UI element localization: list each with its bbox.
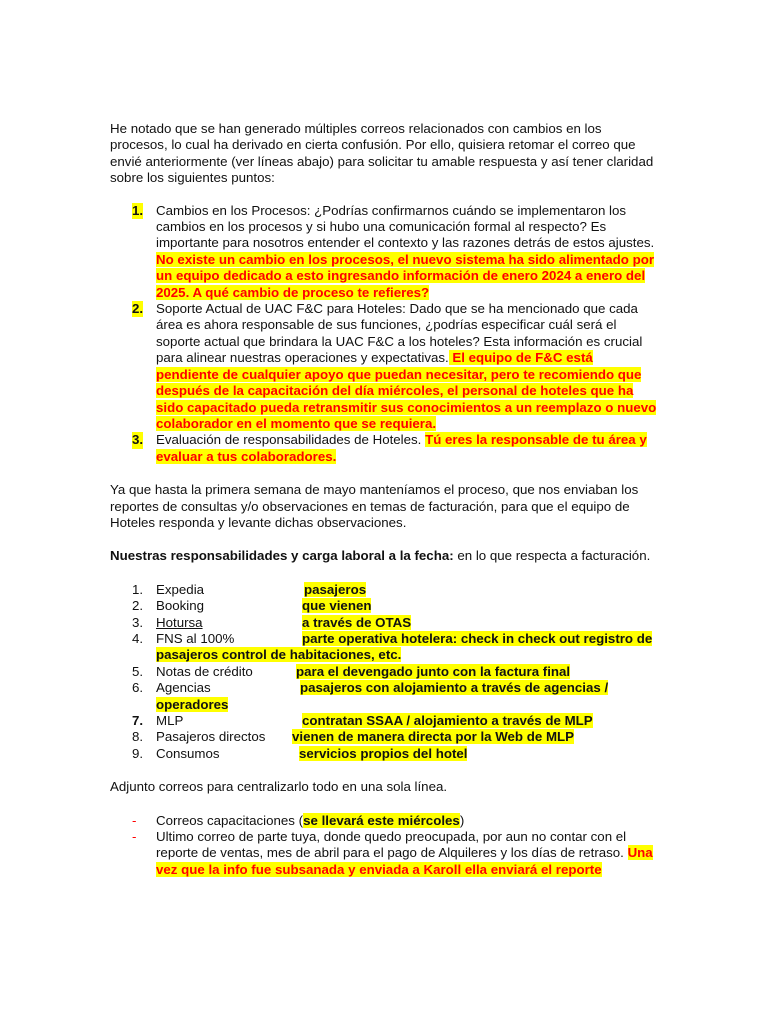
item-number: 3. bbox=[132, 614, 144, 630]
question-item-1 bbox=[110, 203, 658, 301]
item-description: que vienen bbox=[302, 598, 372, 614]
responsibility-item bbox=[110, 729, 658, 745]
item-description: pasajeros con alojamiento a través de agencias / operadores bbox=[156, 680, 609, 712]
responsibility-item bbox=[110, 615, 658, 631]
dash-bullet-icon: - bbox=[132, 829, 137, 845]
item-number: 5. bbox=[132, 663, 144, 679]
questions-list bbox=[110, 203, 658, 466]
item-name: FNS al 100% bbox=[156, 630, 235, 646]
question-item-2 bbox=[110, 301, 658, 432]
item-description: vienen de manera directa por la Web de MLP bbox=[292, 729, 575, 745]
reply-text: Una vez que la info fue subsanada y enviada a Karoll ella enviará el reporte bbox=[156, 845, 653, 877]
responsibilities-heading bbox=[110, 548, 658, 564]
heading-rest: en lo que respecta a facturación. bbox=[453, 548, 651, 564]
item-number: 7. bbox=[132, 713, 144, 728]
item-name: Hotursa bbox=[156, 614, 203, 630]
responsibility-item bbox=[110, 680, 658, 713]
email-item-2 bbox=[110, 829, 658, 878]
question-text: Soporte Actual de UAC F&C para Hoteles: Dado que se ha mencionado que cada área es ahora responsable de sus funciones, ¿podrías especificar cuál será el soporte actual que brindara la UAC F&C a los hoteles? Esta información es crucial para alinear nuestras operaciones y expectativas. bbox=[156, 301, 643, 366]
item-number: 9. bbox=[132, 745, 144, 761]
email-text: Correos capacitaciones ( bbox=[156, 812, 304, 828]
item-name: Agencias bbox=[156, 680, 211, 696]
item-number: 1. bbox=[132, 581, 144, 597]
item-number: 8. bbox=[132, 729, 144, 745]
question-number: 3. bbox=[132, 432, 144, 448]
question-item-3 bbox=[110, 432, 658, 465]
reply-text: El equipo de F&C está pendiente de cualquier apoyo que puedan necesitar, pero te recomiendo que después de la capacitación del día miércoles, el personal de hoteles que ha sido capacitado pueda retransmitir sus conocimientos a un reemplazo o nuevo colaborador en el momento que se requiera. bbox=[156, 350, 657, 431]
attachment-line: Adjunto correos para centralizarlo todo en una sola línea. bbox=[110, 779, 448, 795]
item-name: Booking bbox=[156, 598, 205, 614]
responsibility-item bbox=[110, 664, 658, 680]
intro-paragraph: He notado que se han generado múltiples correos relacionados con cambios en los procesos, lo cual ha derivado en cierta confusión. Por ello, quisiera retomar el correo que envié anteriormente (ver líneas abajo) para solicitar tu amable respuesta y así tener claridad sobre los siguientes puntos: bbox=[110, 121, 654, 186]
item-name: Pasajeros directos bbox=[156, 729, 266, 745]
responsibility-item bbox=[110, 746, 658, 762]
reply-text: Tú eres la responsable de tu área y evaluar a tus colaboradores. bbox=[156, 432, 647, 464]
responsibility-item bbox=[110, 598, 658, 614]
responsibility-item bbox=[110, 631, 658, 664]
document-page bbox=[110, 121, 658, 878]
question-text: Evaluación de responsabilidades de Hoteles. bbox=[156, 432, 426, 448]
item-name: Notas de crédito bbox=[156, 663, 253, 679]
item-name: Expedia bbox=[156, 581, 205, 597]
email-text: Ultimo correo de parte tuya, donde quedo preocupada, por aun no contar con el reporte de ventas, mes de abril para el pago de Alquileres y los días de retraso. bbox=[156, 829, 628, 861]
item-description: a través de OTAS bbox=[302, 614, 412, 630]
email-highlight: se llevará este miércoles bbox=[303, 812, 460, 828]
item-description: parte operativa hotelera: check in check out registro de pasajeros control de habitaciones, etc. bbox=[156, 630, 653, 663]
dash-bullet-icon: - bbox=[132, 812, 137, 828]
email-item-1 bbox=[110, 813, 658, 829]
item-description: contratan SSAA / alojamiento a través de MLP bbox=[302, 713, 593, 728]
question-number: 2. bbox=[132, 301, 144, 317]
context-paragraph: Ya que hasta la primera semana de mayo manteníamos el proceso, que nos enviaban los reportes de consultas y/o observaciones en temas de facturación, para que el equipo de Hoteles responda y levante dichas observaciones. bbox=[110, 482, 639, 530]
email-text-end: ) bbox=[459, 812, 465, 828]
item-description: pasajeros bbox=[304, 581, 367, 597]
item-number: 4. bbox=[132, 630, 144, 646]
item-description: para el devengado junto con la factura final bbox=[296, 663, 571, 679]
reply-text: No existe un cambio en los procesos, el nuevo sistema ha sido alimentado por un equipo dedicado a esto ingresando información de enero 2024 a enero del 2025. A qué cambio de proceso te refieres? bbox=[156, 251, 655, 300]
item-description: servicios propios del hotel bbox=[299, 745, 468, 761]
question-text: Cambios en los Procesos: ¿Podrías confirmarnos cuándo se implementaron los cambios en los procesos y si hubo una comunicación formal al respecto? Es importante para nosotros entender el contexto y las razones detrás de estos ajustes. bbox=[156, 202, 655, 251]
emails-list bbox=[110, 813, 658, 879]
responsibility-item bbox=[110, 713, 658, 729]
responsibilities-list bbox=[110, 582, 658, 762]
item-name: MLP bbox=[156, 713, 184, 728]
item-number: 6. bbox=[132, 680, 144, 696]
heading-bold: Nuestras responsabilidades y carga laboral a la fecha: bbox=[110, 548, 454, 564]
item-number: 2. bbox=[132, 598, 144, 614]
item-name: Consumos bbox=[156, 745, 220, 761]
question-number: 1. bbox=[132, 202, 144, 218]
responsibility-item bbox=[110, 582, 658, 598]
